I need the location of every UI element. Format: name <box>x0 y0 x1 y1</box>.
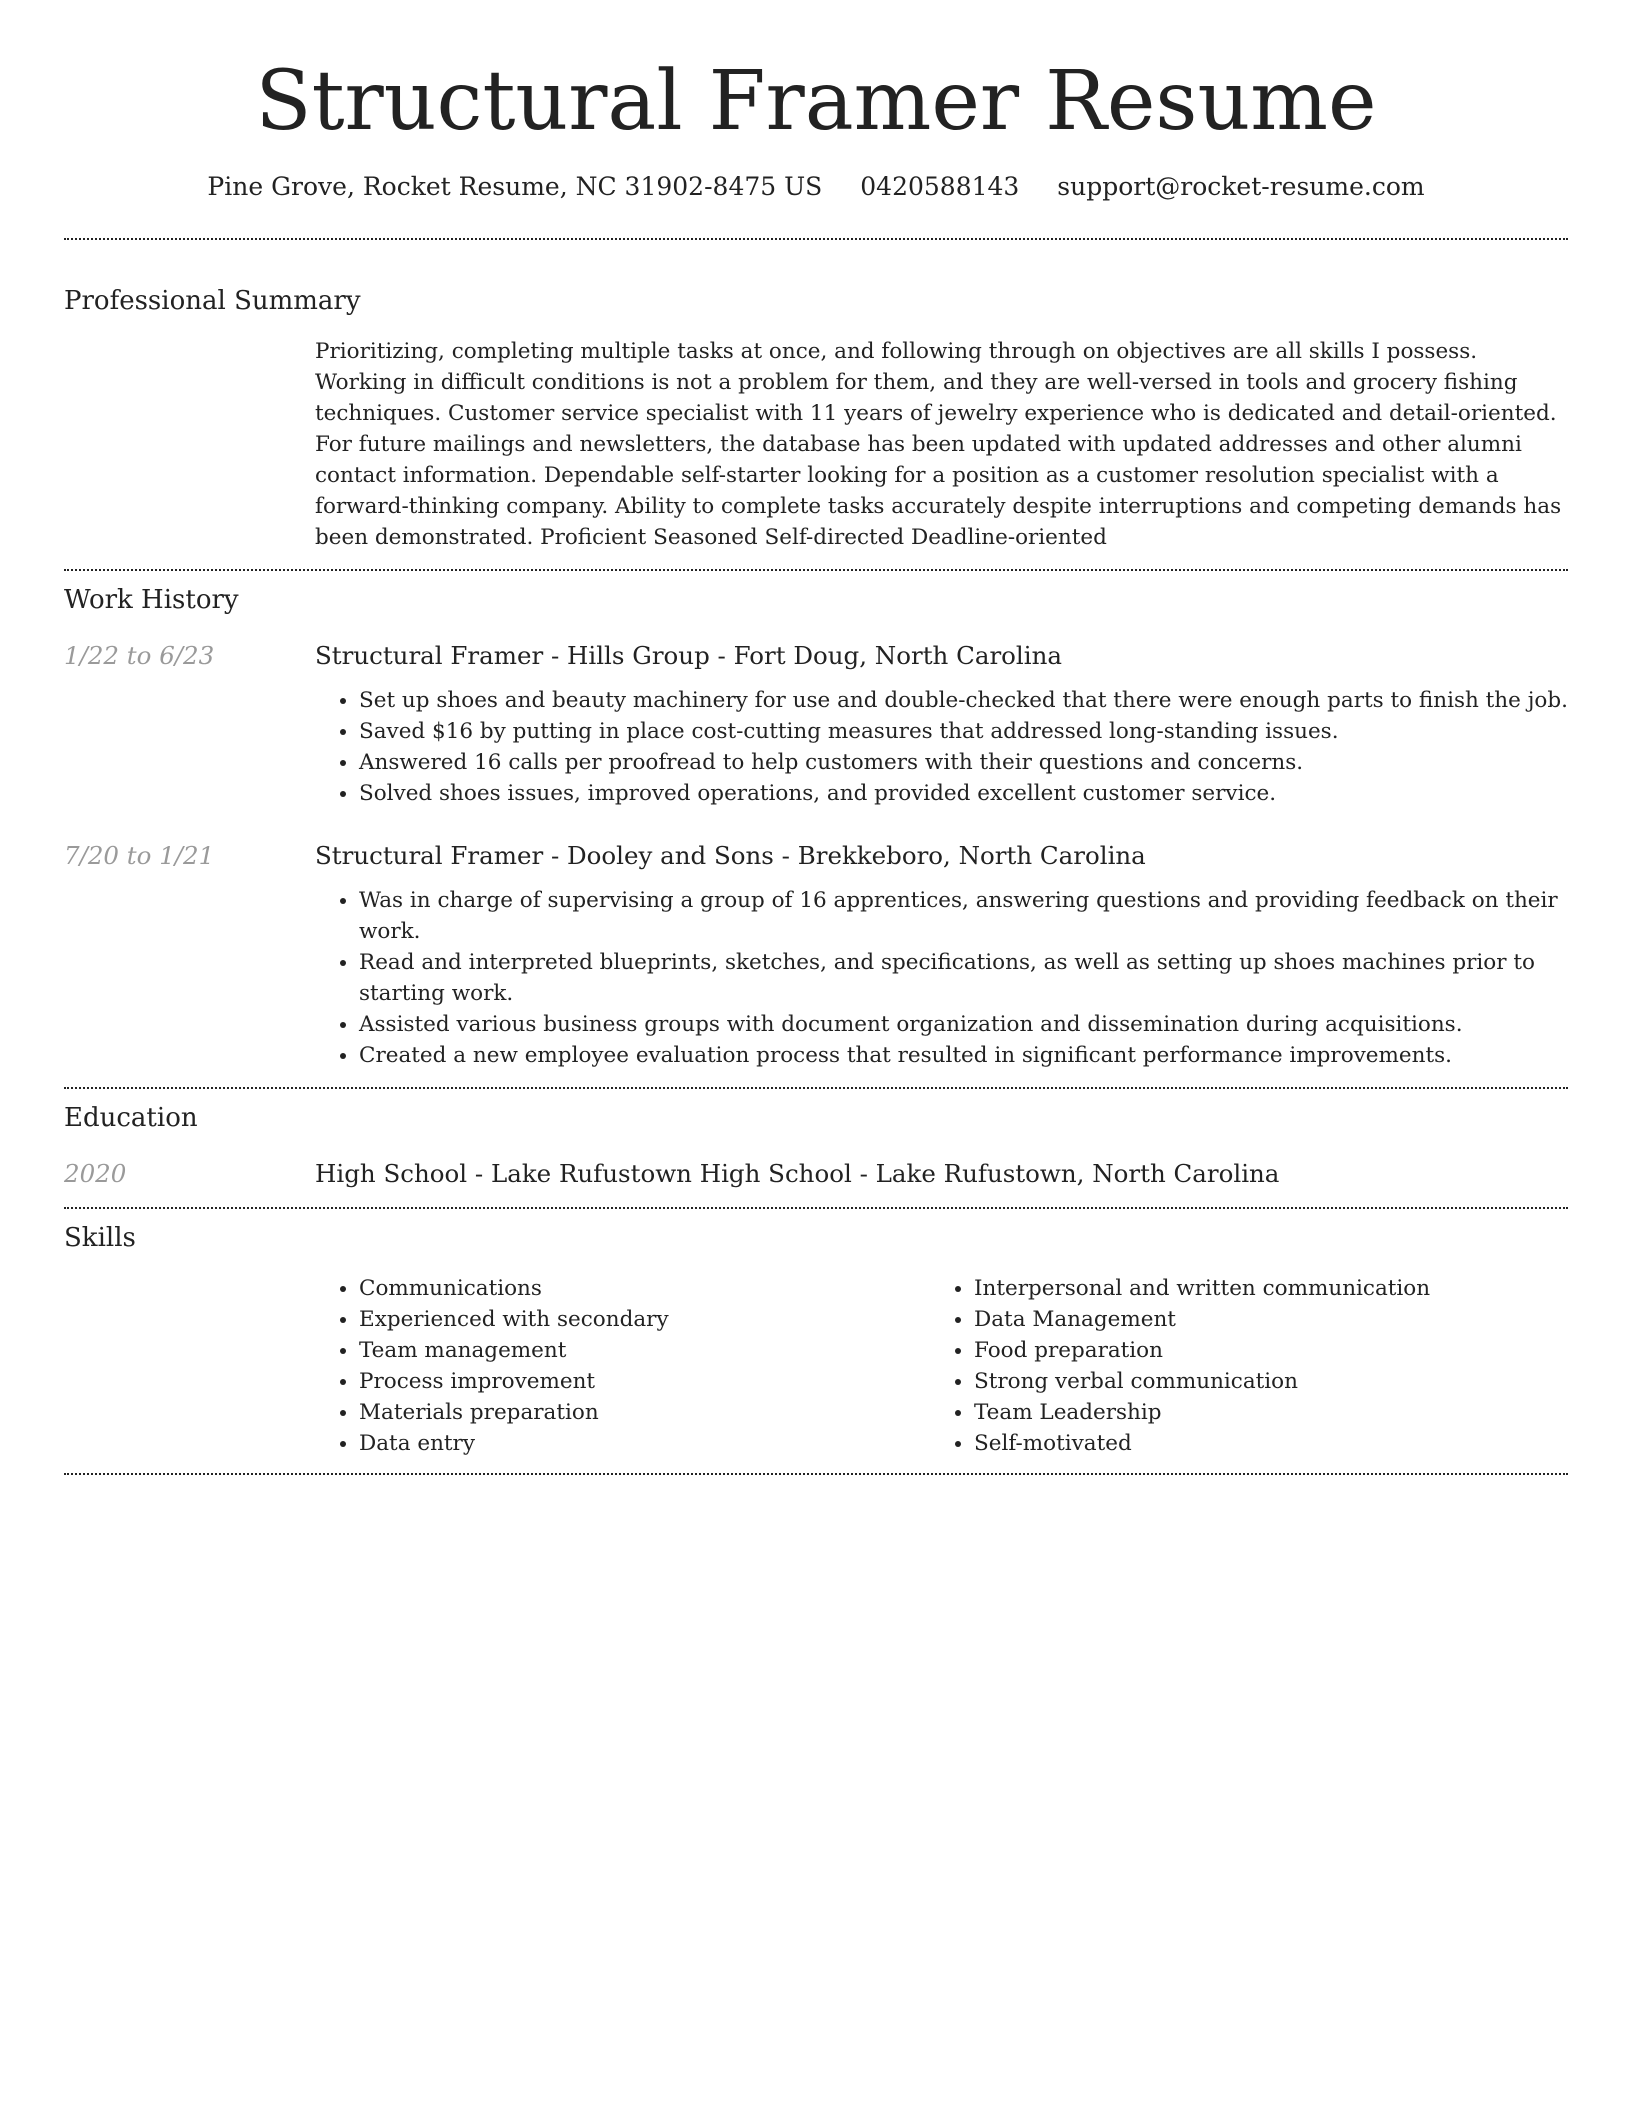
contact-email: support@rocket-resume.com <box>1057 172 1425 201</box>
education-heading: Education <box>64 1103 198 1133</box>
education-school: Lake Rufustown High School - Lake Rufustown, North Carolina <box>490 1159 1280 1188</box>
work-history-heading: Work History <box>64 585 239 615</box>
job-bullet: • Set up shoes and beauty machinery for use and double-checked that there were enough parts to finish the job. <box>359 685 1568 716</box>
skill-item: • Interpersonal and written communication <box>974 1273 1545 1304</box>
job-bullet: • Read and interpreted blueprints, sketches, and specifications, as well as setting up shoes machines prior to starting work. <box>359 947 1568 1009</box>
job-header <box>64 839 1568 873</box>
education-entry <box>64 1157 1568 1207</box>
job-bullets <box>315 685 1568 809</box>
job-dates: 1/22 to 6/23 <box>64 641 215 670</box>
job-bullet: • Was in charge of supervising a group of 16 apprentices, answering questions and providing feedback on their work. <box>359 885 1568 947</box>
skill-item: • Process improvement <box>359 1366 930 1397</box>
summary-heading: Professional Summary <box>64 286 361 316</box>
job-bullet: • Saved $16 by putting in place cost-cutting measures that addressed long-standing issues. <box>359 716 1568 747</box>
skills-section <box>64 1209 1568 1473</box>
contact-address: Pine Grove, Rocket Resume, NC 31902-8475 US <box>207 172 823 201</box>
job-dates: 7/20 to 1/21 <box>64 841 215 870</box>
skill-item: • Strong verbal communication <box>974 1366 1545 1397</box>
summary-section <box>64 240 1568 569</box>
contact-line <box>64 170 1568 204</box>
skills-list-left <box>315 1273 930 1459</box>
contact-phone: 0420588143 <box>860 172 1020 201</box>
education-detail: High School - Lake Rufustown High School - Lake Rufustown, North Carolina <box>315 1159 1280 1188</box>
skill-item: • Team management <box>359 1335 930 1366</box>
skills-list-right <box>930 1273 1545 1459</box>
education-year: 2020 <box>64 1159 127 1188</box>
job-bullets <box>315 885 1568 1071</box>
skill-item: • Data Management <box>974 1304 1545 1335</box>
divider <box>64 1473 1568 1475</box>
skill-item: • Experienced with secondary <box>359 1304 930 1335</box>
job-entry <box>64 839 1568 1071</box>
job-bullet: • Assisted various business groups with document organization and dissemination during acquisitions. <box>359 1009 1568 1040</box>
work-history-section <box>64 571 1568 1087</box>
resume-header <box>64 0 1568 204</box>
skill-item: • Data entry <box>359 1428 930 1459</box>
education-section <box>64 1089 1568 1207</box>
job-role: Structural Framer - Dooley and Sons - Brekkeboro, North Carolina <box>315 841 1146 870</box>
section-spacer <box>64 1071 1568 1087</box>
job-role: Structural Framer - Hills Group - Fort Doug, North Carolina <box>315 641 1062 670</box>
resume-title: Structural Framer Resume <box>255 54 1377 149</box>
job-bullet: • Answered 16 calls per proofread to help customers with their questions and concerns. <box>359 747 1568 778</box>
skill-item: • Communications <box>359 1273 930 1304</box>
skill-item: • Team Leadership <box>974 1397 1545 1428</box>
education-degree: High School <box>315 1159 468 1188</box>
summary-text: Prioritizing, completing multiple tasks at once, and following through on objectives are all skills I possess. Working in difficult conditions is not a problem for them, and they are well-versed in tools and grocery fishing techniques. Customer service specialist with 11 years of jewelry experience who is dedicated and detail-oriented. For future mailings and newsletters, the database has been updated with updated addresses and other alumni contact information. Dependable self-starter looking for a position as a customer resolution specialist with a forward-thinking company. Ability to complete tasks accurately despite interruptions and competing demands has been demonstrated. Proficient Seasoned Self-directed Deadline-oriented <box>315 339 1562 550</box>
job-bullet: • Created a new employee evaluation process that resulted in significant performance improvements. <box>359 1040 1568 1071</box>
skill-item: • Food preparation <box>974 1335 1545 1366</box>
skills-heading: Skills <box>64 1223 136 1253</box>
job-header <box>64 639 1568 673</box>
job-bullet: • Solved shoes issues, improved operations, and provided excellent customer service. <box>359 778 1568 809</box>
skill-item: • Materials preparation <box>359 1397 930 1428</box>
job-entry <box>64 639 1568 809</box>
skills-columns <box>315 1273 1568 1473</box>
skill-item: • Self-motivated <box>974 1428 1545 1459</box>
